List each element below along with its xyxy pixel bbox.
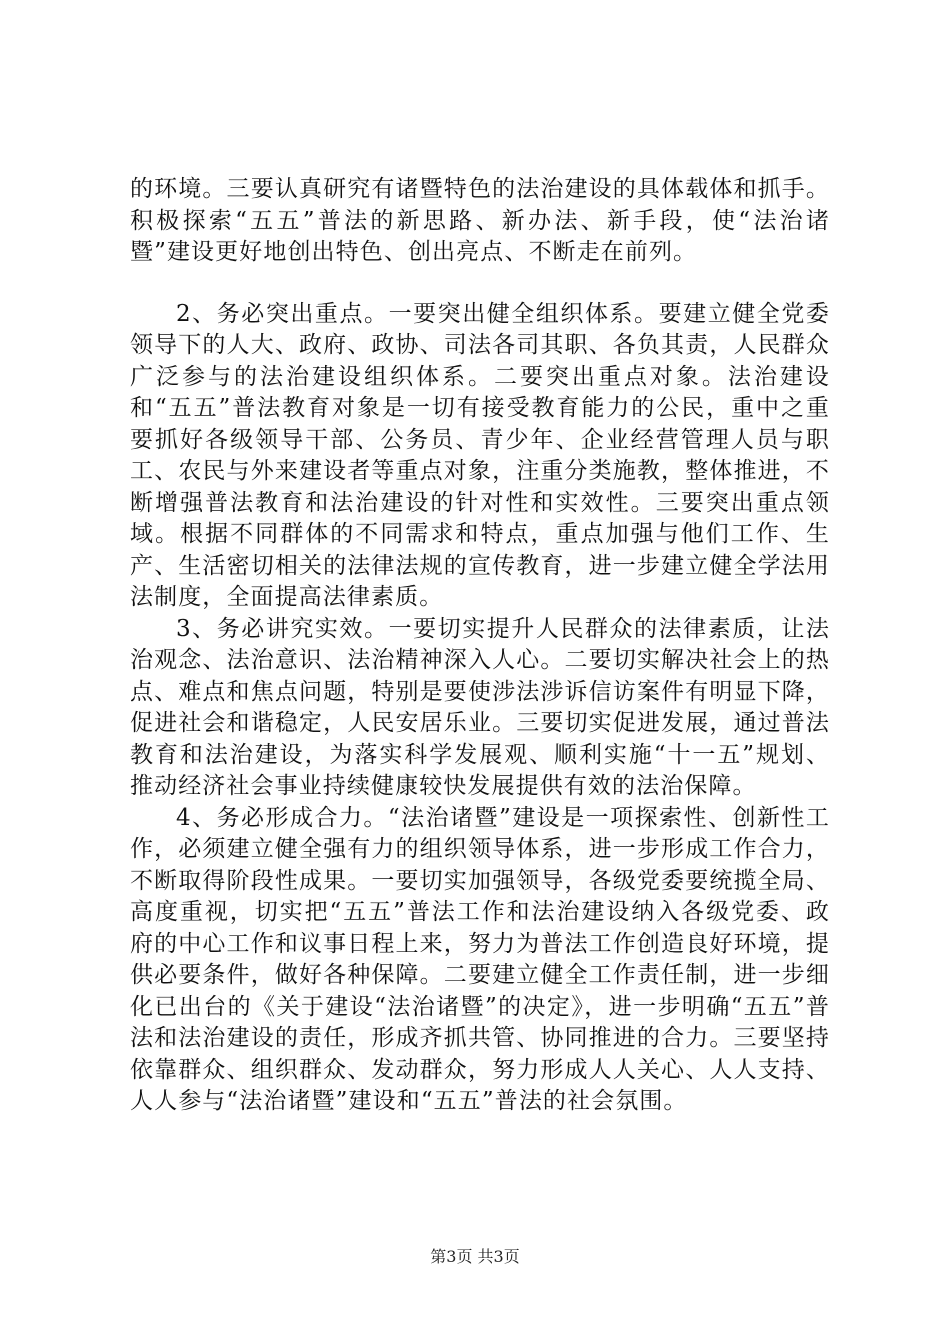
paragraph-item-2: 2、务必突出重点。一要突出健全组织体系。要建立健全党委领导下的人大、政府、政协、司法各司其职、各负其责，人民群众广泛参与的法治建设组织体系。二要突出重点对象。法治建设和“五五”普法教育对象是一切有接受教育能力的公民，重中之重要抓好各级领导干部、公务员、青少年、企业经营管理人员与职工、农民与外来建设者等重点对象，注重分类施教，整体推进，不断增强普法教育和法治建设的针对性和实效性。三要突出重点领域。根据不同群体的不同需求和特点，重点加强与他们工作、生产、生活密切相关的法律法规的宣传教育，进一步建立健全学法用法制度，全面提高法律素质。 [130,300,830,610]
page-footer: 第3页 共3页 [430,1247,520,1266]
paragraph-item-3: 3、务必讲究实效。一要切实提升人民群众的法律素质，让法治观念、法治意识、法治精神深入人心。二要切实解决社会上的热点、难点和焦点问题，特别是要使涉法涉诉信访案件有明显下降，促进社会和谐稳定，人民安居乐业。三要切实促进发展，通过普法教育和法治建设，为落实科学发展观、顺利实施“十一五”规划、推动经济社会事业持续健康较快发展提供有效的法治保障。 [130,615,830,799]
paragraph-item-4: 4、务必形成合力。“法治诸暨”建设是一项探索性、创新性工作，必须建立健全强有力的组织领导体系，进一步形成工作合力，不断取得阶段性成果。一要切实加强领导，各级党委要统揽全局、高度重视，切实把“五五”普法工作和法治建设纳入各级党委、政府的中心工作和议事日程上来，努力为普法工作创造良好环境，提供必要条件，做好各种保障。二要建立健全工作责任制，进一步细化已出台的《关于建设“法治诸暨”的决定》，进一步明确“五五”普法和法治建设的责任，形成齐抓共管、协同推进的合力。三要坚持依靠群众、组织群众、发动群众，努力形成人人关心、人人支持、人人参与“法治诸暨”建设和“五五”普法的社会氛围。 [130,804,830,1114]
paragraph-continuation: 的环境。三要认真研究有诸暨特色的法治建设的具体载体和抓手。积极探索“五五”普法的新思路、新办法、新手段，使“法治诸暨”建设更好地创出特色、创出亮点、不断走在前列。 [130,176,830,265]
document-body [130,174,830,1118]
